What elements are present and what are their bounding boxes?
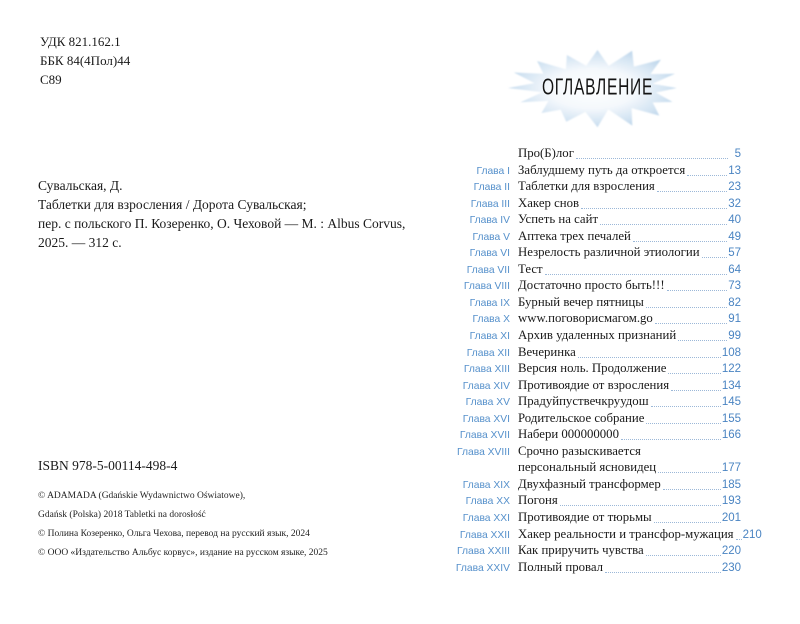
toc-chapter-label: Глава XIX [462,479,510,491]
toc-entry [453,444,741,461]
toc-chapter-label: Глава XI [469,331,510,343]
toc-entry [453,278,741,295]
toc-leader-dots [668,361,720,374]
toc-page-number: 145 [721,396,741,409]
toc-title: Архив удаленных признаний [518,328,677,343]
toc-page-number: 13 [728,164,741,177]
toc-chapter-label: Глава XV [465,397,510,409]
citation-line: Таблетки для взросления / Дорота Сувальская; [38,197,307,212]
author-sigil-line: С89 [40,72,62,87]
toc-leader-dots [736,527,742,540]
toc-chapter-label: Глава IX [469,297,510,309]
toc-chapter-label: Глава X [472,314,510,326]
toc-leader-dots [600,212,727,225]
toc-title: Погоня [518,493,558,508]
toc-entry [453,460,741,477]
citation-line: пер. с польского П. Козеренко, О. Чеховой — М. : Albus Corvus, [38,216,406,231]
toc-chapter-label: Глава XXII [459,529,510,541]
toc-entry [453,179,741,196]
toc-page-number: 99 [728,330,741,343]
isbn-line: ISBN 978-5-00114-498-4 [38,458,178,473]
copyright-line: Gdańsk (Polska) 2018 Tabletki na dorosłość [38,510,206,520]
toc-title: Как приручить чувства [518,543,644,558]
toc-title: Версия ноль. Продолжение [518,361,667,376]
toc-entry [453,361,741,378]
toc-page-number: 210 [742,528,762,541]
toc-entry [453,411,741,428]
toc-page-number: 64 [728,263,741,276]
toc-title: Срочно разыскивается [518,443,641,458]
toc-entry [453,311,741,328]
toc-title: Про(Б)лог [518,146,574,160]
toc-title: Прадуйпуствечкруудош [518,394,649,409]
toc-chapter-label: Глава II [473,182,510,194]
toc-entry [453,427,741,444]
toc-chapter-label: Глава VII [466,264,510,276]
classification-block [40,32,130,89]
toc-entry [453,560,741,577]
toc-chapter-label: Глава XXIII [457,546,510,558]
toc-page-number: 82 [728,296,741,309]
toc-entry [453,543,741,560]
toc-chapter-label: Глава XXI [462,513,510,525]
toc-title: Двухфазный трансформер [518,476,661,491]
toc-page-number: 40 [728,214,741,227]
toc-entry [453,245,741,262]
toc-entry [453,526,762,544]
toc-list [453,146,762,576]
toc-page-number: 134 [721,379,741,392]
toc-entry [453,146,741,163]
toc-page-number: 166 [721,429,741,442]
toc-chapter-label: Глава XIII [463,364,510,376]
citation-line: 2025. — 312 с. [38,235,122,250]
bbk-line: ББК 84(4Пол)44 [40,53,131,68]
toc-leader-dots [678,328,727,341]
toc-entry [453,378,741,395]
toc-title: Успеть на сайт [518,212,599,227]
toc-entry [453,510,741,527]
toc-chapter-label: Глава I [476,165,510,177]
toc-chapter-label: Глава III [470,198,510,210]
contents-starburst [510,48,685,128]
toc-leader-dots [646,411,720,424]
toc-page-number: 49 [728,230,741,243]
toc-title: Тест [518,261,543,276]
toc-title: www.поговорисмагом.go [518,311,653,326]
toc-leader-dots [655,311,727,324]
toc-title: Хакер снов [518,195,580,210]
toc-entry [453,163,741,180]
copyright-block [38,487,328,563]
toc-leader-dots [651,394,721,407]
toc-entry [453,295,741,312]
toc-chapter-label: Глава IV [469,215,510,227]
toc-entry [453,477,741,494]
toc-chapter-label: Глава XX [465,496,510,508]
toc-entry [453,229,741,246]
toc-title: Заблудшему путь да откроется [518,162,686,177]
toc-entry [453,394,741,411]
toc-chapter-label: Глава V [472,231,510,243]
toc-page-number: 108 [721,346,741,359]
toc-chapter-label: Глава VI [469,248,510,260]
toc-title: Набери 000000000 [518,427,619,442]
toc-page-number: 220 [721,545,741,558]
toc-leader-dots [657,179,727,192]
copyright-line: © Полина Козеренко, Ольга Чехова, перевод на русский язык, 2024 [38,529,310,539]
toc-leader-dots [654,510,721,523]
toc-title: Бурный вечер пятницы [518,294,644,309]
toc-chapter-label: Глава XII [466,347,510,359]
toc-title: персональный ясновидец [518,460,657,475]
contents-title: ОГЛАВЛЕНИЕ [541,74,654,101]
toc-page-number: 57 [728,247,741,260]
toc-title: Хакер реальности и трансфор-мужация [518,526,734,541]
toc-leader-dots [578,345,721,358]
toc-page-number: 122 [721,363,741,376]
toc-entry [453,493,741,510]
toc-title: Незрелость различной этиологии [518,245,700,260]
toc-page-number: 230 [721,561,741,574]
toc-chapter-label: Глава XIV [462,380,510,392]
toc-page-number: 185 [721,478,741,491]
toc-leader-dots [633,229,727,242]
toc-title: Вечеринка [518,344,576,359]
toc-leader-dots [646,543,721,556]
toc-chapter-label: Глава XXIV [455,562,510,574]
toc-entry [453,345,741,362]
toc-page-number: 73 [728,280,741,293]
toc-chapter-label: Глава XVI [462,413,510,425]
toc-title: Противоядие от тюрьмы [518,510,652,525]
toc-leader-dots [702,245,728,258]
toc-title: Аптека трех печалей [518,228,631,243]
toc-entry [453,262,741,279]
toc-page-number: 155 [721,412,741,425]
citation-line: Сувальская, Д. [38,178,123,193]
citation-block [38,176,405,252]
toc-entry [453,328,741,345]
toc-title: Таблетки для взросления [518,179,655,194]
toc-entry [453,212,741,229]
toc-leader-dots [581,196,727,209]
toc-entry [453,196,741,213]
toc-leader-dots [560,493,721,506]
toc-page-number: 201 [721,512,741,525]
toc-page-number: 193 [721,495,741,508]
toc-page-number: 91 [728,313,741,326]
toc-leader-dots [671,378,721,391]
toc-page-number: 177 [721,462,741,475]
toc-leader-dots [605,560,721,573]
toc-leader-dots [658,460,721,473]
toc-leader-dots [621,427,721,440]
toc-chapter-label: Глава XVIII [457,446,510,458]
toc-leader-dots [646,295,727,308]
toc-leader-dots [663,477,721,490]
copyright-line: © ADAMADA (Gdańskie Wydawnictwo Oświatowe), [38,491,246,501]
toc-title: Полный провал [518,559,604,574]
toc-leader-dots [687,163,727,176]
toc-page-number: 23 [728,181,741,194]
toc-title: Достаточно просто быть!!! [518,278,665,293]
copyright-line: © ООО «Издательство Альбус корвус», издание на русском языке, 2025 [38,548,328,558]
toc-title: Родительское собрание [518,410,645,425]
toc-chapter-label: Глава XVII [459,430,510,442]
toc-page-number: 5 [734,148,741,160]
udk-line: УДК 821.162.1 [40,34,121,49]
toc-chapter-label: Глава VIII [463,281,510,293]
toc-title: Противоядие от взросления [518,377,670,392]
toc-page-number: 32 [728,197,741,210]
toc-leader-dots [667,278,728,291]
toc-leader-dots [545,262,728,275]
toc-leader-dots [576,146,728,159]
